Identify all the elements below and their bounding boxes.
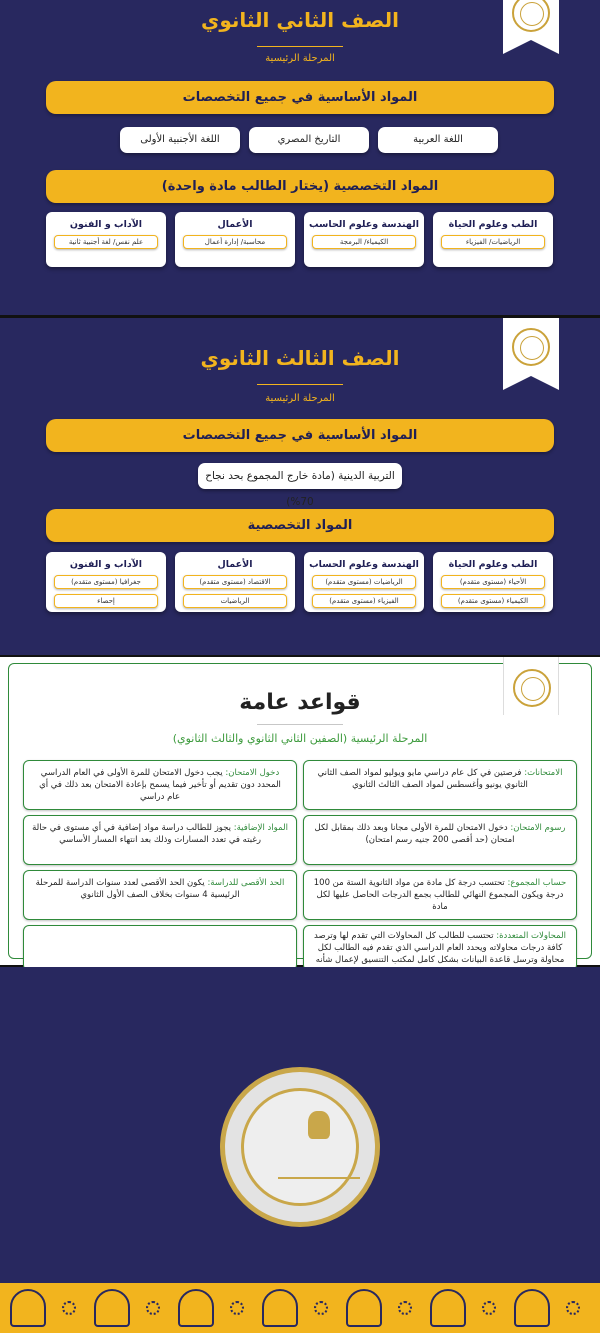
rules-title: قواعد عامة: [239, 690, 361, 715]
rule-exam-entry: دخول الامتحان: يجب دخول الامتحان للمرة الأولى في العام الدراسي المحدد دون تقديم أو تأخير فيما يسمح بإعادة الامتحان بعد ذلك في أي عام دراسي: [23, 760, 297, 810]
track-title: الأعمال: [217, 559, 253, 570]
core-subject-arabic: اللغة العربية: [378, 127, 498, 153]
track-subject: إحصاء: [54, 594, 158, 608]
track-subject: علم نفس/ لغة أجنبية ثانية: [54, 235, 158, 249]
track-subject: الكيمياء (مستوى متقدم): [441, 594, 545, 608]
ministry-calligraphy: [278, 1149, 360, 1179]
track-title: الهندسة وعلوم الحاسب: [308, 219, 419, 230]
footer-section: [0, 967, 600, 1333]
specialized-subjects-header: المواد التخصصية (يختار الطالب مادة واحدة): [46, 170, 554, 203]
track-subject: الرياضيات: [183, 594, 287, 608]
track-subject: الرياضيات (مستوى متقدم): [312, 575, 416, 589]
track-subject: الكيمياء/ البرمجة: [312, 235, 416, 249]
core-subjects-header: المواد الأساسية في جميع التخصصات: [46, 81, 554, 114]
track-subject: الاقتصاد (مستوى متقدم): [183, 575, 287, 589]
core-subject-foreign-lang: اللغة الأجنبية الأولى: [120, 127, 240, 153]
rule-empty: [23, 925, 297, 971]
rule-exam-fees: رسوم الامتحان: دخول الامتحان للمرة الأولى مجانا وبعد ذلك بمقابل لكل امتحان (حد أقصى 200 جنيه رسم امتحان): [303, 815, 577, 865]
track-business: [175, 212, 295, 267]
rule-total-calc: حساب المجموع: تحتسب درجة كل مادة من مواد الثانوية الستة من 100 درجة ويكون المجموع النهائي للطالب بجمع الدرجات الحاصل عليها لكل مادة: [303, 870, 577, 920]
specialized-subjects-header: المواد التخصصية: [46, 509, 554, 542]
track-medicine: [433, 552, 553, 612]
track-subject: محاسبة/ إدارة أعمال: [183, 235, 287, 249]
track-business: [175, 552, 295, 612]
track-title: الطب وعلوم الحياة: [448, 219, 538, 230]
page-title: الصف الثالث الثانوي: [200, 346, 400, 370]
track-subject: الفيزياء (مستوى متقدم): [312, 594, 416, 608]
general-rules-section: [0, 655, 600, 967]
track-engineering: [304, 212, 424, 267]
rule-exams: الامتحانات: فرصتين في كل عام دراسي مايو ويوليو لمواد الصف الثاني الثانوي يونيو وأغسطس لمواد الصف الثالث الثانوي: [303, 760, 577, 810]
track-title: الطب وعلوم الحياة: [448, 559, 538, 570]
page-subtitle: المرحلة الرئيسية: [265, 53, 335, 64]
page-title: الصف الثاني الثانوي: [200, 8, 400, 32]
ministry-seal-large: [220, 1067, 380, 1227]
decorative-pattern: [0, 1283, 600, 1333]
track-title: الآداب و الفنون: [69, 559, 143, 570]
track-engineering: [304, 552, 424, 612]
rule-extra-subjects: المواد الإضافية: يجوز للطالب دراسة مواد إضافية في أي مستوى في حالة رغبته في تعدد المسارات وذلك بعد انتهاء المسار الأساسي: [23, 815, 297, 865]
core-subject-religion: التربية الدينية (مادة خارج المجموع بحد نجاح 70%): [198, 463, 402, 489]
track-arts: [46, 212, 166, 267]
track-subject: الرياضيات/ الفيزياء: [441, 235, 545, 249]
track-arts: [46, 552, 166, 612]
eagle-emblem-icon: [308, 1111, 330, 1139]
track-subject: الأحياء (مستوى متقدم): [441, 575, 545, 589]
track-title: الهندسة وعلوم الحساب: [309, 559, 419, 570]
core-subjects-header: المواد الأساسية في جميع التخصصات: [46, 419, 554, 452]
rules-subtitle: المرحلة الرئيسية (الصفين الثاني الثانوي والثالث الثانوي): [172, 732, 428, 745]
rule-multiple-attempts: المحاولات المتعددة: تحتسب للطالب كل المحاولات التي تقدم لها وترصد كافة درجات محاولاته ويحدد العام الدراسي الذي تقدم فيه الطالب لكل محاولة وترسل قاعدة البيانات بشكل كامل لمكتب التنسيق لإعمال شأنه: [303, 925, 577, 971]
core-subject-history: التاريخ المصري: [249, 127, 369, 153]
track-medicine: [433, 212, 553, 267]
grade2-section: [0, 0, 600, 315]
track-subject: جغرافيا (مستوى متقدم): [54, 575, 158, 589]
track-title: الآداب و الفنون: [69, 219, 143, 230]
grade3-section: [0, 318, 600, 653]
rule-max-duration: الحد الأقصى للدراسة: يكون الحد الأقصى لعدد سنوات الدراسة للمرحلة الرئيسية 4 سنوات بخلاف الصف الأول الثانوي: [23, 870, 297, 920]
track-title: الأعمال: [217, 219, 253, 230]
page-subtitle: المرحلة الرئيسية: [265, 393, 335, 404]
